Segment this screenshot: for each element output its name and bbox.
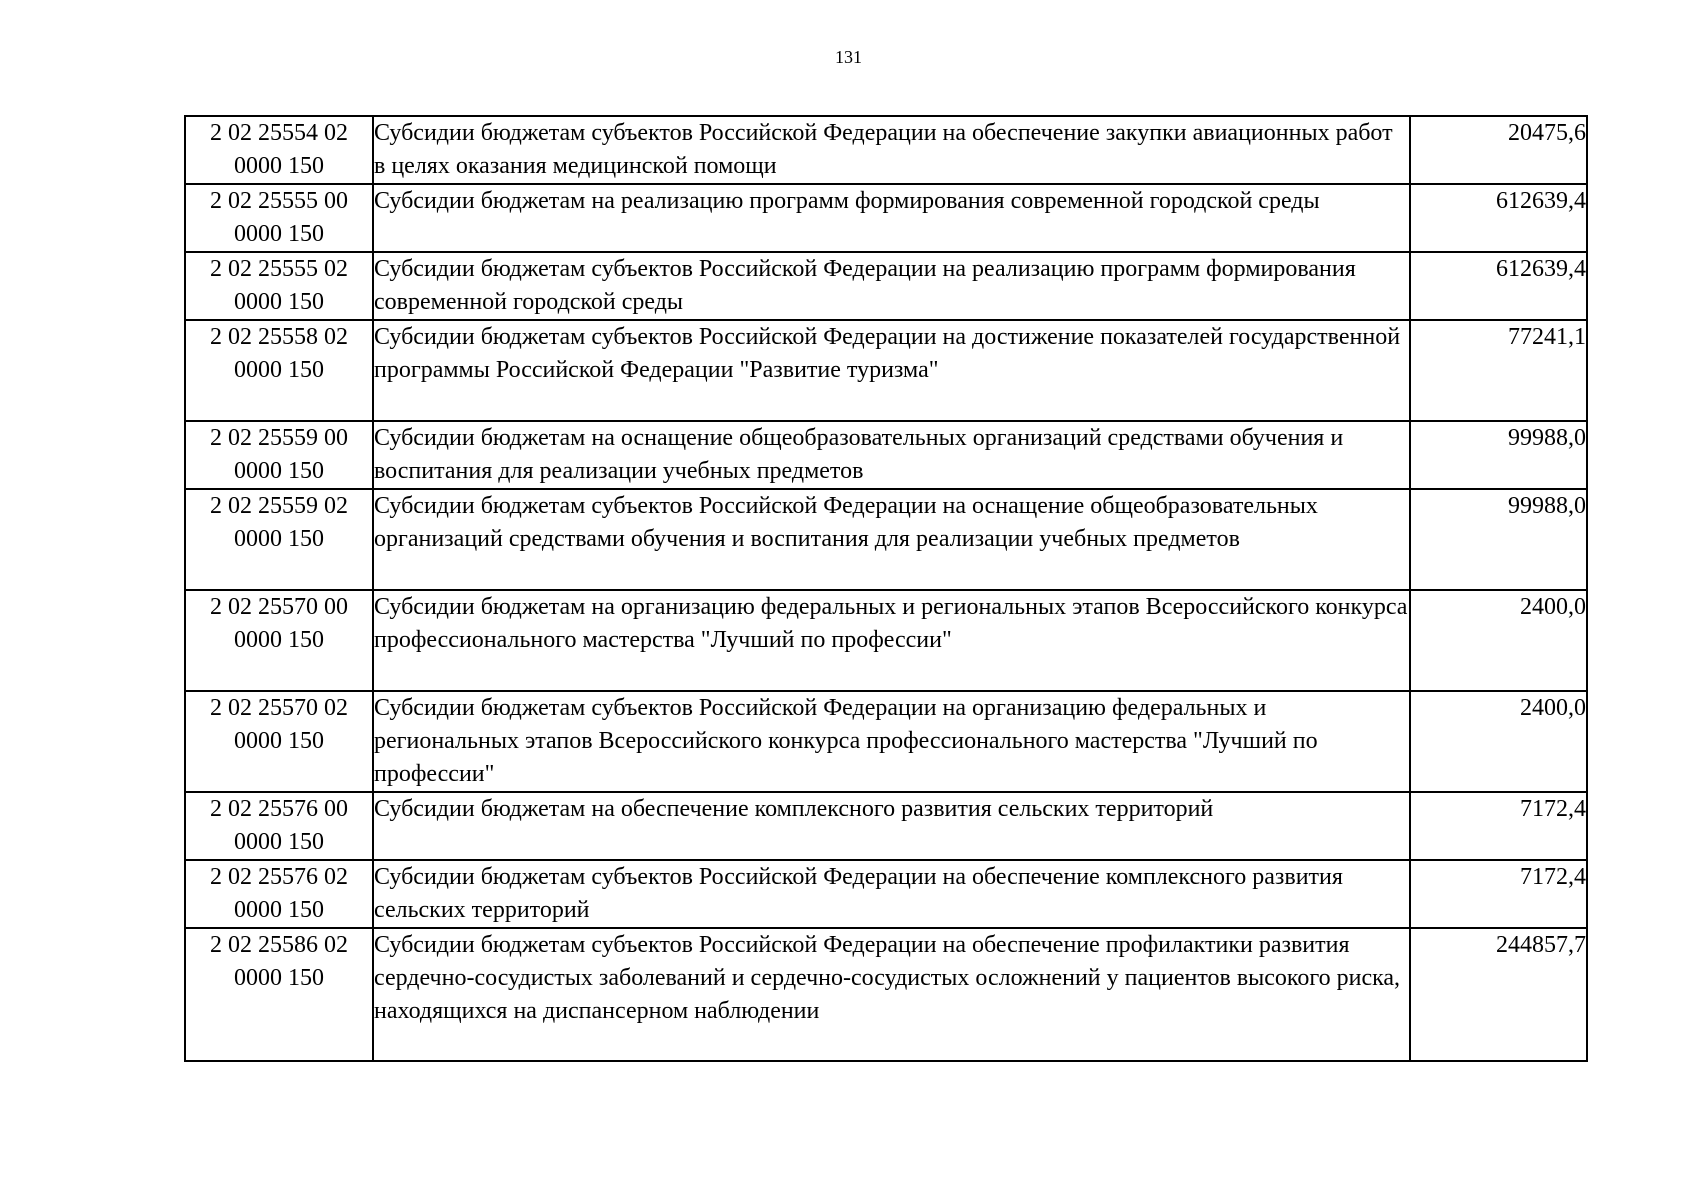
description-cell: Субсидии бюджетам субъектов Российской Федерации на обеспечение профилактики развития сердечно-сосудистых заболеваний и сердечно-сосудистых осложнений у пациентов высокого риска, находящихся на диспансерном наблюдении [373, 928, 1410, 1061]
budget-code: 2 02 25576 02 [210, 864, 348, 890]
table-row [185, 252, 1587, 320]
table-row [185, 792, 1587, 860]
amount-cell: 20475,6 [1410, 116, 1587, 184]
table-row [185, 928, 1587, 1061]
budget-code-suffix: 0000 150 [234, 153, 324, 179]
budget-code: 2 02 25555 02 [210, 256, 348, 282]
budget-revenue-table [184, 115, 1588, 1062]
budget-code-suffix: 0000 150 [234, 728, 324, 754]
amount-cell: 612639,4 [1410, 252, 1587, 320]
budget-code-cell [185, 184, 373, 252]
amount-cell: 244857,7 [1410, 928, 1587, 1061]
amount-cell: 2400,0 [1410, 590, 1587, 691]
budget-code: 2 02 25576 00 [210, 796, 348, 822]
budget-code: 2 02 25558 02 [210, 324, 348, 350]
budget-code-suffix: 0000 150 [234, 526, 324, 552]
budget-code: 2 02 25559 00 [210, 425, 348, 451]
page-number: 131 [835, 47, 862, 67]
budget-code: 2 02 25559 02 [210, 493, 348, 519]
budget-code: 2 02 25570 02 [210, 695, 348, 721]
table-row [185, 320, 1587, 421]
budget-code-suffix: 0000 150 [234, 897, 324, 923]
budget-code-suffix: 0000 150 [234, 221, 324, 247]
amount-cell: 2400,0 [1410, 691, 1587, 792]
amount-cell: 7172,4 [1410, 792, 1587, 860]
table-row [185, 116, 1587, 184]
budget-code-cell [185, 860, 373, 928]
budget-code-suffix: 0000 150 [234, 965, 324, 991]
description-cell: Субсидии бюджетам на организацию федеральных и региональных этапов Всероссийского конкурса профессионального мастерства "Лучший по профессии" [373, 590, 1410, 691]
amount-cell: 99988,0 [1410, 421, 1587, 489]
budget-code-cell [185, 252, 373, 320]
budget-code-cell [185, 928, 373, 1061]
budget-code-cell [185, 691, 373, 792]
budget-code-cell [185, 320, 373, 421]
budget-code-suffix: 0000 150 [234, 289, 324, 315]
table-row [185, 691, 1587, 792]
table-row [185, 590, 1587, 691]
budget-code-suffix: 0000 150 [234, 458, 324, 484]
budget-code: 2 02 25586 02 [210, 932, 348, 958]
description-cell: Субсидии бюджетам субъектов Российской Федерации на организацию федеральных и региональных этапов Всероссийского конкурса профессионального мастерства "Лучший по профессии" [373, 691, 1410, 792]
description-cell: Субсидии бюджетам субъектов Российской Федерации на достижение показателей государственной программы Российской Федерации "Развитие туризма" [373, 320, 1410, 421]
description-cell: Субсидии бюджетам на обеспечение комплексного развития сельских территорий [373, 792, 1410, 860]
budget-code: 2 02 25555 00 [210, 188, 348, 214]
description-cell: Субсидии бюджетам на реализацию программ формирования современной городской среды [373, 184, 1410, 252]
budget-code: 2 02 25570 00 [210, 594, 348, 620]
amount-cell: 77241,1 [1410, 320, 1587, 421]
table-row [185, 184, 1587, 252]
budget-code-cell [185, 489, 373, 590]
table-row [185, 489, 1587, 590]
amount-cell: 7172,4 [1410, 860, 1587, 928]
amount-cell: 612639,4 [1410, 184, 1587, 252]
description-cell: Субсидии бюджетам субъектов Российской Федерации на обеспечение закупки авиационных работ в целях оказания медицинской помощи [373, 116, 1410, 184]
description-cell: Субсидии бюджетам на оснащение общеобразовательных организаций средствами обучения и воспитания для реализации учебных предметов [373, 421, 1410, 489]
description-cell: Субсидии бюджетам субъектов Российской Федерации на обеспечение комплексного развития сельских территорий [373, 860, 1410, 928]
amount-cell: 99988,0 [1410, 489, 1587, 590]
budget-code-cell [185, 590, 373, 691]
budget-code: 2 02 25554 02 [210, 120, 348, 146]
budget-code-suffix: 0000 150 [234, 357, 324, 383]
budget-code-cell [185, 792, 373, 860]
budget-code-suffix: 0000 150 [234, 627, 324, 653]
budget-code-suffix: 0000 150 [234, 829, 324, 855]
description-cell: Субсидии бюджетам субъектов Российской Федерации на оснащение общеобразовательных организаций средствами обучения и воспитания для реализации учебных предметов [373, 489, 1410, 590]
description-cell: Субсидии бюджетам субъектов Российской Федерации на реализацию программ формирования современной городской среды [373, 252, 1410, 320]
budget-code-cell [185, 421, 373, 489]
budget-code-cell [185, 116, 373, 184]
table-row [185, 421, 1587, 489]
table-row [185, 860, 1587, 928]
